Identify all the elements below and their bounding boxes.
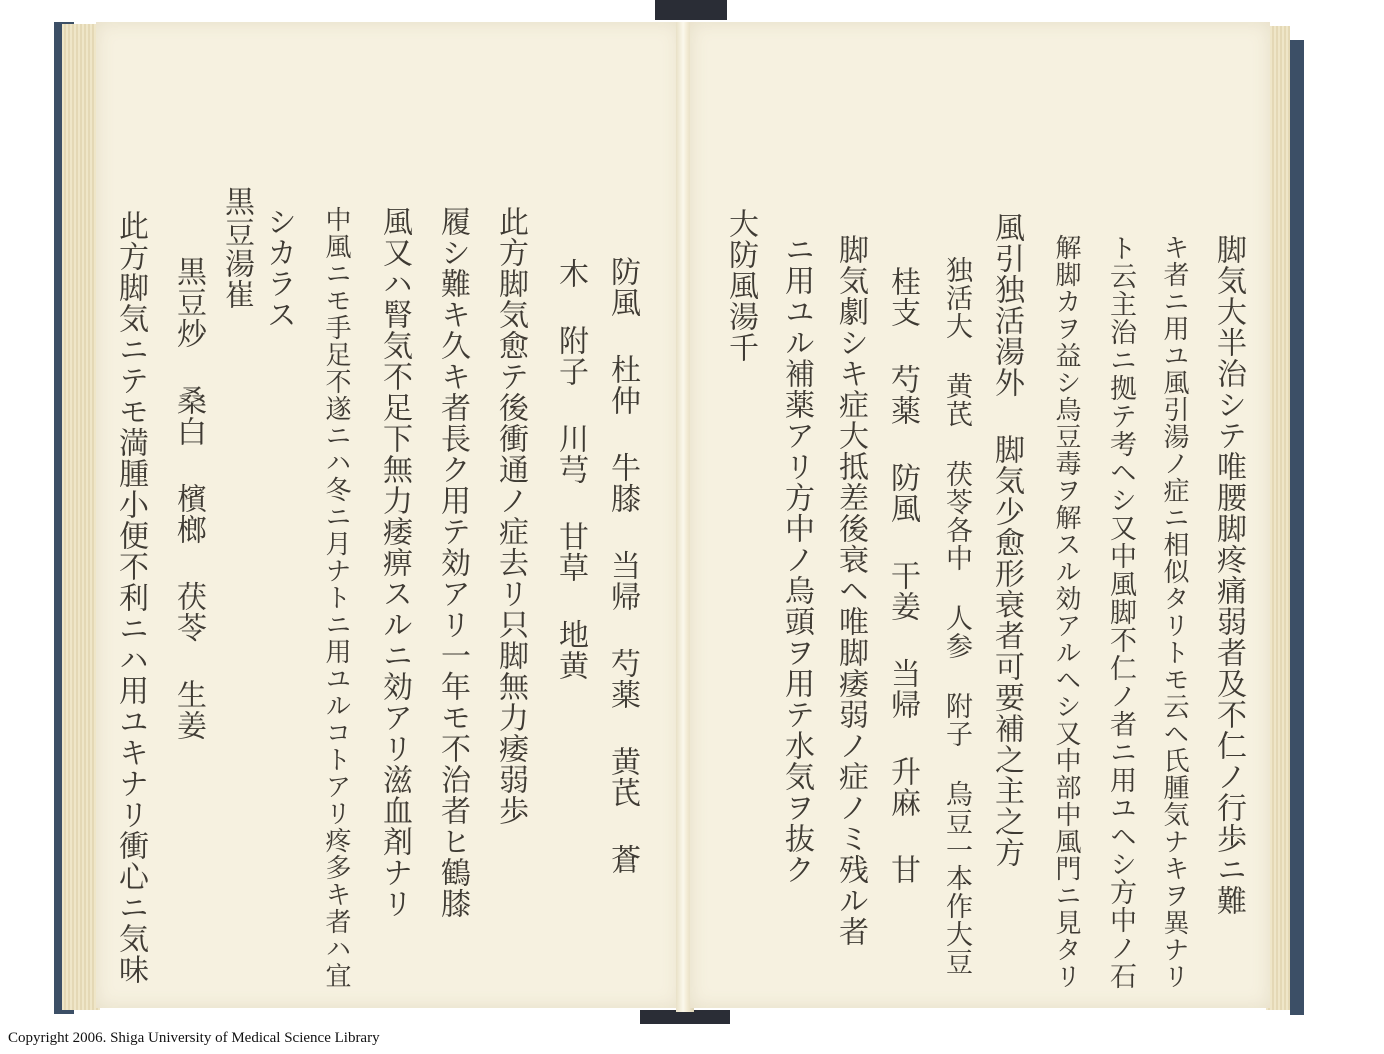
right-column-3: ト云主治ニ拠テ考ヘシ又中風脚不仁ノ者ニ用ユヘシ方中ノ石 — [1105, 234, 1136, 990]
left-column-8: 黒豆湯崔 — [219, 186, 254, 310]
book-cover-right — [1290, 40, 1304, 1015]
left-column-5: 風又ハ腎気不足下無力痿痹スルニ効アリ滋血剤ナリ — [377, 206, 412, 919]
left-page — [96, 22, 680, 1008]
left-column-2: 木 附子 川芎 甘草 地黄 — [553, 258, 588, 681]
right-column-9: ニ用ユル補薬アリ方中ノ烏頭ヲ用テ水気ヲ抜ク — [779, 234, 814, 885]
right-page — [690, 22, 1270, 1008]
left-column-7: シカラス — [261, 206, 296, 330]
copyright-notice: Copyright 2006. Shiga University of Medical Science Library — [8, 1030, 380, 1046]
left-column-6: 中風ニモ手足不遂ニハ冬ニ月ナトニ用ユルコトアリ疼多キ者ハ宜 — [321, 206, 351, 989]
left-column-10: 此方脚気ニテモ満腫小便不利ニハ用ユキナリ衝心ニ気味 — [113, 210, 148, 985]
left-column-4: 履シ難キ久キ者長ク用テ効アリ一年モ不治者ヒ鶴膝 — [435, 206, 470, 919]
left-column-3: 此方脚気愈テ後衝通ノ症去リ只脚無力痿弱歩 — [493, 206, 528, 826]
left-column-9: 黒豆炒 桑白 檳榔 茯苓 生姜 — [171, 256, 206, 741]
left-column-1: 防風 杜仲 牛膝 当帰 芍薬 黄芪 蒼 — [605, 256, 640, 875]
binding-strip-top — [655, 0, 727, 20]
right-column-8: 脚気劇シキ症大抵差後衰ヘ唯脚痿弱ノ症ノミ残ル者 — [833, 234, 868, 947]
right-column-2: キ者ニ用ユ風引湯ノ症ニ相似タリトモ云ヘ氏腫気ナキヲ異ナリ — [1159, 234, 1189, 990]
binding-strip-bottom — [640, 1010, 730, 1024]
page-edges-left — [62, 24, 100, 1010]
right-column-4: 解脚カヲ益シ烏豆毒ヲ解スル効アルヘシ又中部中風門ニ見タリ — [1051, 234, 1081, 990]
right-column-1: 脚気大半治シテ唯腰脚疼痛弱者及不仁ノ行歩ニ難 — [1211, 234, 1246, 916]
right-column-10: 大防風湯千 — [723, 208, 758, 363]
right-column-5: 風引独活湯外 脚気少愈形衰者可要補之主之方 — [989, 212, 1024, 868]
right-column-7: 桂支 芍薬 防風 干姜 当帰 升麻 甘 — [885, 266, 920, 885]
right-column-6: 独活大 黄芪 茯苓各中 人参 附子 烏豆一本作大豆 — [941, 256, 972, 976]
